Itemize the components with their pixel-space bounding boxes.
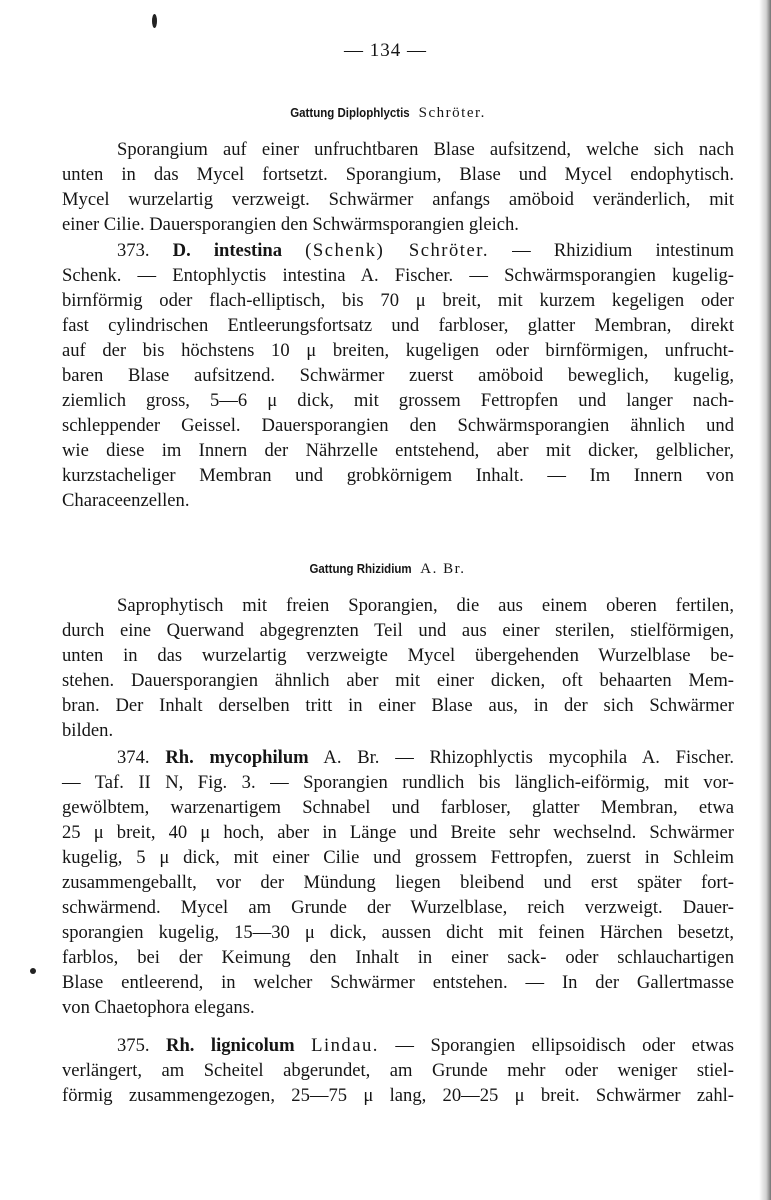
entry-number: 375. bbox=[117, 1035, 150, 1056]
text-line: stehen. Dauersporangien ähnlich aber mit einer dicken, oft behaarten Mem- bbox=[62, 670, 734, 691]
genus-name: Gattung Diplophlyctis bbox=[290, 106, 410, 120]
text-line: Blase entleerend, in welcher Schwärmer entstehen. — In der Gallertmasse bbox=[62, 972, 734, 993]
species-entry-375 bbox=[117, 1034, 734, 1057]
species-name: Rh. lignicolum bbox=[166, 1035, 295, 1056]
text-line: sporangien kugelig, 15—30 μ dick, aussen dicht mit feinen Härchen besetzt, bbox=[62, 922, 734, 943]
entry-number: 373. bbox=[117, 240, 150, 261]
text-line: birnförmig oder flach-elliptisch, bis 70 μ breit, mit kurzem kegeligen oder bbox=[62, 290, 734, 311]
text-line: auf der bis höchstens 10 μ breiten, kugeligen oder birnförmigen, unfrucht- bbox=[62, 340, 734, 361]
page-edge-shadow bbox=[759, 0, 771, 1200]
genus-author: Schröter. bbox=[418, 105, 486, 121]
ink-speck bbox=[30, 968, 36, 974]
page-number: — 134 — bbox=[344, 40, 427, 61]
text-segment: A. Br. — Rhizophlyctis mycophila A. Fischer. bbox=[323, 747, 735, 768]
text-line: gewölbtem, warzenartigem Schnabel und farbloser, glatter Membran, etwa bbox=[62, 797, 734, 818]
text-line: fast cylindrischen Entleerungsfortsatz und farbloser, glatter Membran, direkt bbox=[62, 315, 734, 336]
text-line: von Chaetophora elegans. bbox=[62, 997, 255, 1018]
text-line: — Taf. II N, Fig. 3. — Sporangien rundlich bis länglich-eiförmig, mit vor- bbox=[62, 772, 734, 793]
text-line: wie diese im Innern der Nährzelle entstehend, aber mit dicker, gelblicher, bbox=[62, 440, 734, 461]
text-line: Saprophytisch mit freien Sporangien, die aus einem oberen fertilen, bbox=[117, 595, 734, 616]
text-line: Schenk. — Entophlyctis intestina A. Fischer. — Schwärmsporangien kugelig- bbox=[62, 265, 734, 286]
text-line: schleppender Geissel. Dauersporangien den Schwärmsporangien ähnlich und bbox=[62, 415, 734, 436]
text-line: durch eine Querwand abgegrenzten Teil und aus einer sterilen, stielförmigen, bbox=[62, 620, 734, 641]
species-entry-373 bbox=[117, 239, 734, 262]
genus-heading-rhizidium bbox=[0, 561, 771, 578]
text-line: einer Cilie. Dauersporangien den Schwärmsporangien gleich. bbox=[62, 214, 519, 235]
text-line: verlängert, am Scheitel abgerundet, am Grunde mehr oder weniger stiel- bbox=[62, 1060, 734, 1081]
text-line: kurzstacheliger Membran und grobkörnigem Inhalt. — Im Innern von bbox=[62, 465, 734, 486]
text-line: baren Blase aufsitzend. Schwärmer zuerst amöboid beweglich, kugelig, bbox=[62, 365, 734, 386]
genus-heading-diplophlyctis bbox=[0, 105, 771, 122]
species-author: (Schenk) Schröter. bbox=[305, 240, 490, 261]
ink-speck bbox=[152, 14, 157, 28]
text-line: unten in das Mycel fortsetzt. Sporangium, Blase und Mycel endophytisch. bbox=[62, 164, 734, 185]
text-line: bran. Der Inhalt derselben tritt in einer Blase aus, in der sich Schwärmer bbox=[62, 695, 734, 716]
species-name: Rh. mycophilum bbox=[165, 747, 309, 768]
text-line: 25 μ breit, 40 μ hoch, aber in Länge und Breite sehr wechselnd. Schwärmer bbox=[62, 822, 734, 843]
genus-author: A. Br. bbox=[420, 561, 466, 577]
entry-number: 374. bbox=[117, 747, 150, 768]
text-line: zusammengeballt, vor der Mündung liegen bleibend und erst später fort- bbox=[62, 872, 734, 893]
text-line: farblos, bei der Keimung den Inhalt in einer sack- oder schlauchartigen bbox=[62, 947, 734, 968]
text-line: ziemlich gross, 5—6 μ dick, mit grossem Fettropfen und langer nach- bbox=[62, 390, 734, 411]
species-entry-374 bbox=[117, 746, 734, 769]
text-line: schwärmend. Mycel am Grunde der Wurzelblase, reich verzweigt. Dauer- bbox=[62, 897, 734, 918]
species-name: D. intestina bbox=[172, 240, 283, 261]
species-author: Lindau. bbox=[311, 1035, 379, 1056]
genus-name: Gattung Rhizidium bbox=[309, 562, 413, 576]
text-segment: — Rhizidium intestinum bbox=[512, 240, 734, 261]
text-line: kugelig, 5 μ dick, mit einer Cilie und grossem Fettropfen, zuerst in Schleim bbox=[62, 847, 734, 868]
text-line: Sporangium auf einer unfruchtbaren Blase aufsitzend, welche sich nach bbox=[117, 139, 734, 160]
text-line: unten in das wurzelartig verzweigte Mycel übergehenden Wurzelblase be- bbox=[62, 645, 734, 666]
text-line: förmig zusammengezogen, 25—75 μ lang, 20—25 μ breit. Schwärmer zahl- bbox=[62, 1085, 734, 1106]
text-line: Mycel wurzelartig verzweigt. Schwärmer anfangs amöboid veränderlich, mit bbox=[62, 189, 734, 210]
text-line: bilden. bbox=[62, 720, 114, 741]
text-segment: — Sporangien ellipsoidisch oder etwas bbox=[395, 1035, 734, 1056]
text-line: Characeenzellen. bbox=[62, 490, 190, 511]
